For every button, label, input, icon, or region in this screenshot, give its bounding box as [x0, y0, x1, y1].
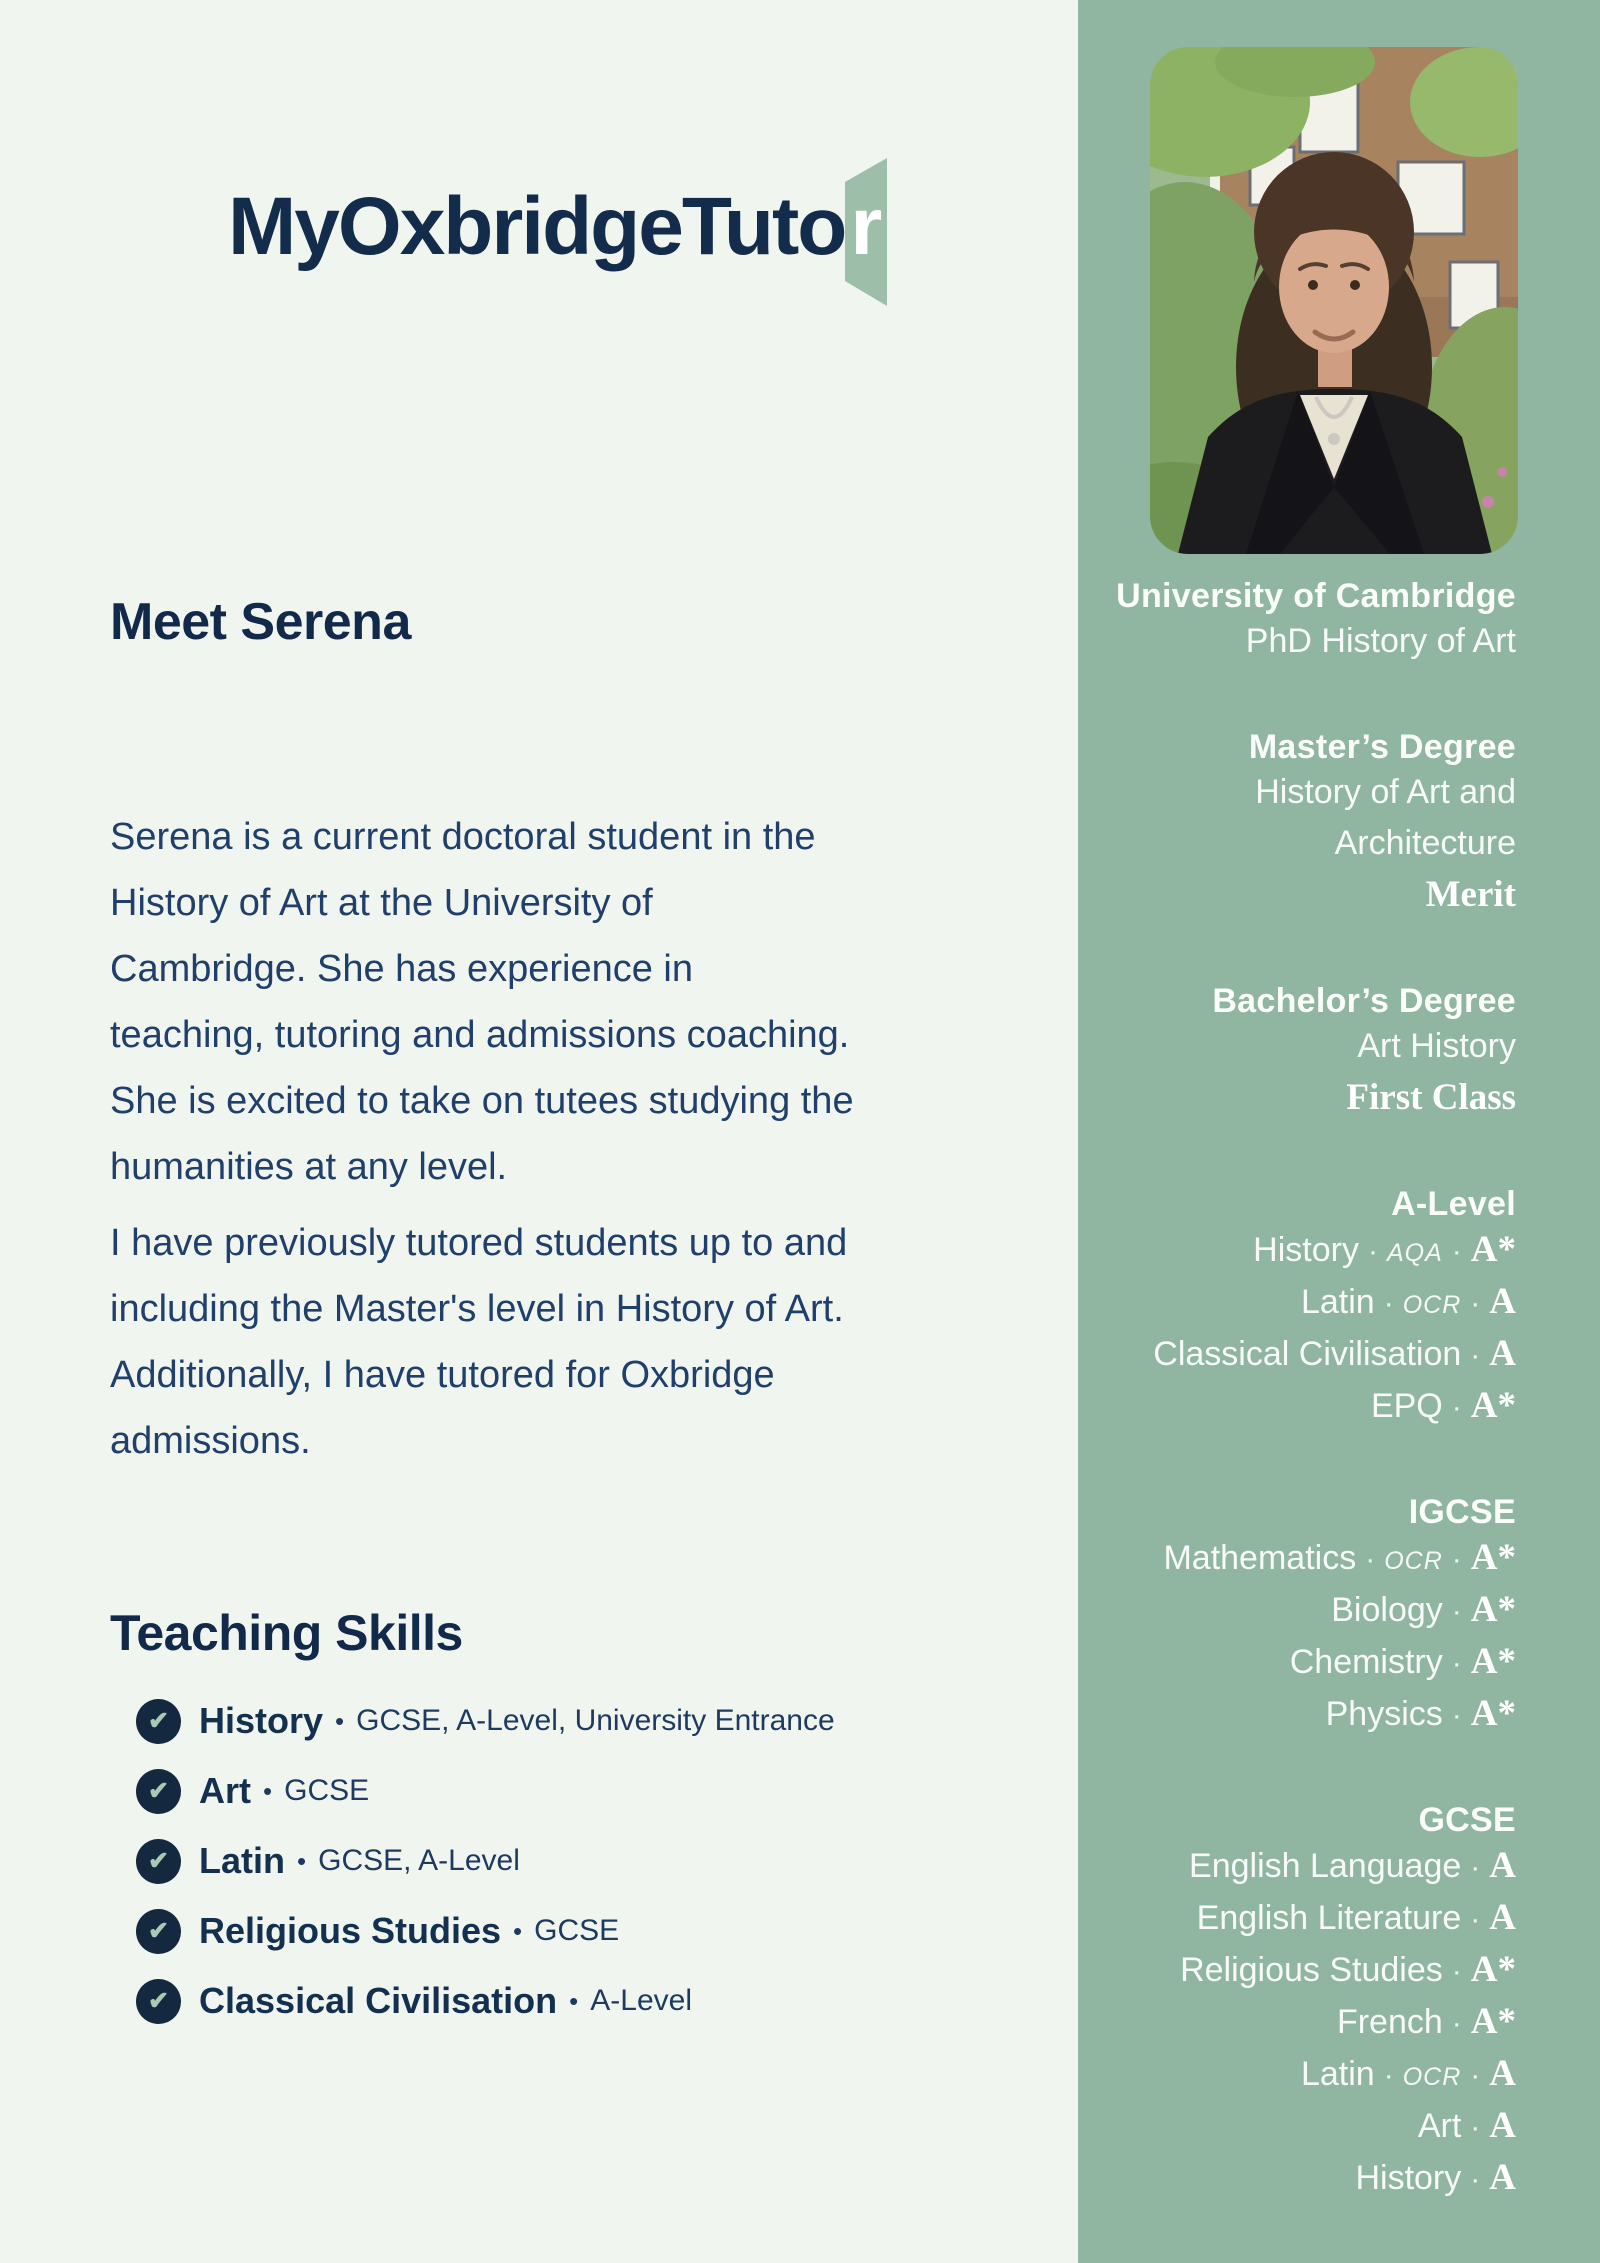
skill-levels: GCSE [284, 1774, 370, 1807]
qualification-row [1114, 1535, 1516, 1587]
qualification-row [1114, 619, 1516, 670]
qualification-row [1114, 2155, 1516, 2207]
qualification-row [1114, 1999, 1516, 2051]
subject-label: Religious Studies [1180, 1951, 1443, 1989]
subject-label: French [1336, 2003, 1443, 2041]
dot-separator: · [1470, 1903, 1481, 1936]
dot-separator: · [1451, 1235, 1462, 1268]
bio-text [110, 804, 855, 1484]
grade-label: A* [1470, 1641, 1516, 1682]
dot-separator: · [1451, 1595, 1462, 1628]
qualification-section-title: Bachelor’s Degree [1212, 982, 1516, 1020]
skill-item [136, 1838, 835, 1884]
exam-board-label: OCR [1402, 2063, 1462, 2091]
bio-paragraph: I have previously tutored students up to and including the Master's level in History of Art. Additionally, I have tutored for Oxbridge admissions. [110, 1222, 848, 1462]
qualification-row [1114, 1331, 1516, 1383]
qualification-row [1114, 1024, 1516, 1075]
brand-logo [228, 181, 887, 306]
tutor-photo-illustration [1150, 47, 1518, 554]
qualification-row [1114, 1075, 1516, 1127]
bullet-separator: • [297, 1845, 307, 1876]
brand-logo-text: MyOxbridgeTuto [228, 181, 846, 272]
grade-label: A* [1470, 2001, 1516, 2042]
dot-separator: · [1383, 2059, 1394, 2092]
brand-logo-accent-letter: r [850, 181, 883, 272]
dot-separator: · [1470, 2111, 1481, 2144]
qualification-row [1114, 770, 1516, 821]
skills-heading: Teaching Skills [110, 1605, 463, 1661]
qualification-row [1114, 1895, 1516, 1947]
grade-label: A [1489, 2157, 1516, 2198]
subject-label: History [1355, 2159, 1462, 2197]
qualification-row [1114, 2103, 1516, 2155]
skill-levels: GCSE, A-Level [318, 1844, 520, 1877]
qualification-row [1114, 821, 1516, 872]
qualification-section-title: IGCSE [1408, 1493, 1516, 1531]
grade-label: A [1489, 1281, 1516, 1322]
skill-item [136, 1978, 835, 2024]
skills-list [136, 1698, 835, 2048]
grade-label: A [1489, 2053, 1516, 2094]
check-icon: ✔ [136, 1769, 181, 1814]
subject-label: Biology [1331, 1591, 1443, 1629]
skill-subject: Classical Civilisation [199, 1980, 558, 2021]
check-icon: ✔ [136, 1699, 181, 1744]
subject-label: PhD History of Art [1245, 622, 1516, 660]
grade-label: A* [1470, 1949, 1516, 1990]
dot-separator: · [1470, 1339, 1481, 1372]
grade-label: First Class [1346, 1077, 1516, 1118]
qualification-section [1114, 979, 1516, 1127]
grade-label: A* [1470, 1589, 1516, 1630]
qualification-row [1114, 1947, 1516, 1999]
grade-label: A [1489, 1845, 1516, 1886]
grade-label: A* [1470, 1537, 1516, 1578]
exam-board-label: OCR [1402, 1291, 1462, 1319]
grade-label: A* [1470, 1385, 1516, 1426]
brand-logo-flag [845, 158, 887, 306]
check-icon: ✔ [136, 1909, 181, 1954]
dot-separator: · [1451, 1955, 1462, 1988]
tutor-photo [1150, 47, 1518, 554]
qualification-section-title: A-Level [1391, 1185, 1516, 1223]
qualifications-list [1114, 574, 1516, 2207]
bullet-separator: • [335, 1705, 345, 1736]
skill-levels: GCSE [534, 1914, 620, 1947]
skill-item [136, 1908, 835, 1954]
qualification-row [1114, 1843, 1516, 1895]
qualification-row [1114, 1691, 1516, 1743]
grade-label: Merit [1425, 874, 1516, 915]
subject-label: Physics [1325, 1695, 1443, 1733]
skill-item [136, 1698, 835, 1744]
dot-separator: · [1470, 1287, 1481, 1320]
subject-label: English Language [1189, 1847, 1462, 1885]
qualification-section [1114, 1182, 1516, 1435]
subject-label: English Literature [1196, 1899, 1462, 1937]
dot-separator: · [1451, 1391, 1462, 1424]
subject-label: Chemistry [1289, 1643, 1443, 1681]
skill-item [136, 1768, 835, 1814]
subject-label: Art History [1357, 1027, 1516, 1065]
dot-separator: · [1451, 1699, 1462, 1732]
bullet-separator: • [263, 1775, 273, 1806]
exam-board-label: AQA [1386, 1239, 1443, 1267]
dot-separator: · [1470, 1851, 1481, 1884]
subject-label: Architecture [1334, 824, 1516, 862]
dot-separator: · [1451, 2007, 1462, 2040]
qualification-row [1114, 1383, 1516, 1435]
grade-label: A [1489, 2105, 1516, 2146]
skill-subject: Latin [199, 1840, 285, 1881]
qualification-row [1114, 1587, 1516, 1639]
dot-separator: · [1451, 1543, 1462, 1576]
grade-label: A [1489, 1333, 1516, 1374]
bullet-separator: • [513, 1915, 523, 1946]
qualification-section-title: University of Cambridge [1116, 577, 1516, 615]
skill-levels: GCSE, A-Level, University Entrance [356, 1704, 835, 1737]
dot-separator: · [1470, 2163, 1481, 2196]
skill-subject: History [199, 1700, 324, 1741]
subject-label: EPQ [1370, 1387, 1443, 1425]
grade-label: A* [1470, 1229, 1516, 1270]
qualification-section-title: Master’s Degree [1248, 728, 1516, 766]
grade-label: A* [1470, 1693, 1516, 1734]
page-title: Meet Serena [110, 593, 411, 651]
qualification-section [1114, 1798, 1516, 2207]
qualification-row [1114, 1227, 1516, 1279]
qualification-section [1114, 725, 1516, 924]
qualification-section [1114, 574, 1516, 670]
subject-label: History of Art and [1255, 773, 1516, 811]
grade-label: A [1489, 1897, 1516, 1938]
check-icon: ✔ [136, 1839, 181, 1884]
dot-separator: · [1365, 1543, 1376, 1576]
qualification-row [1114, 872, 1516, 924]
qualification-row [1114, 1639, 1516, 1691]
subject-label: History [1253, 1231, 1359, 1269]
dot-separator: · [1470, 2059, 1481, 2092]
subject-label: Latin [1300, 1283, 1375, 1321]
skill-subject: Art [199, 1770, 251, 1811]
dot-separator: · [1367, 1235, 1378, 1268]
dot-separator: · [1383, 1287, 1394, 1320]
sidebar [1078, 0, 1600, 2263]
check-icon: ✔ [136, 1979, 181, 2024]
subject-label: Art [1417, 2107, 1462, 2145]
bio-paragraph: Serena is a current doctoral student in the History of Art at the University of Cambridge. She has experience in teaching, tutoring and admissions coaching. She is excited to take on tutees studying the humanities at any level. [110, 816, 854, 1188]
qualification-section-title: GCSE [1418, 1801, 1516, 1839]
dot-separator: · [1451, 1647, 1462, 1680]
qualification-row [1114, 1279, 1516, 1331]
exam-board-label: OCR [1384, 1547, 1443, 1575]
bullet-separator: • [569, 1985, 579, 2016]
subject-label: Latin [1300, 2055, 1375, 2093]
qualification-section [1114, 1490, 1516, 1743]
subject-label: Classical Civilisation [1153, 1335, 1462, 1373]
subject-label: Mathematics [1163, 1539, 1357, 1577]
skill-subject: Religious Studies [199, 1910, 502, 1951]
skill-levels: A-Level [590, 1984, 692, 2017]
qualification-row [1114, 2051, 1516, 2103]
